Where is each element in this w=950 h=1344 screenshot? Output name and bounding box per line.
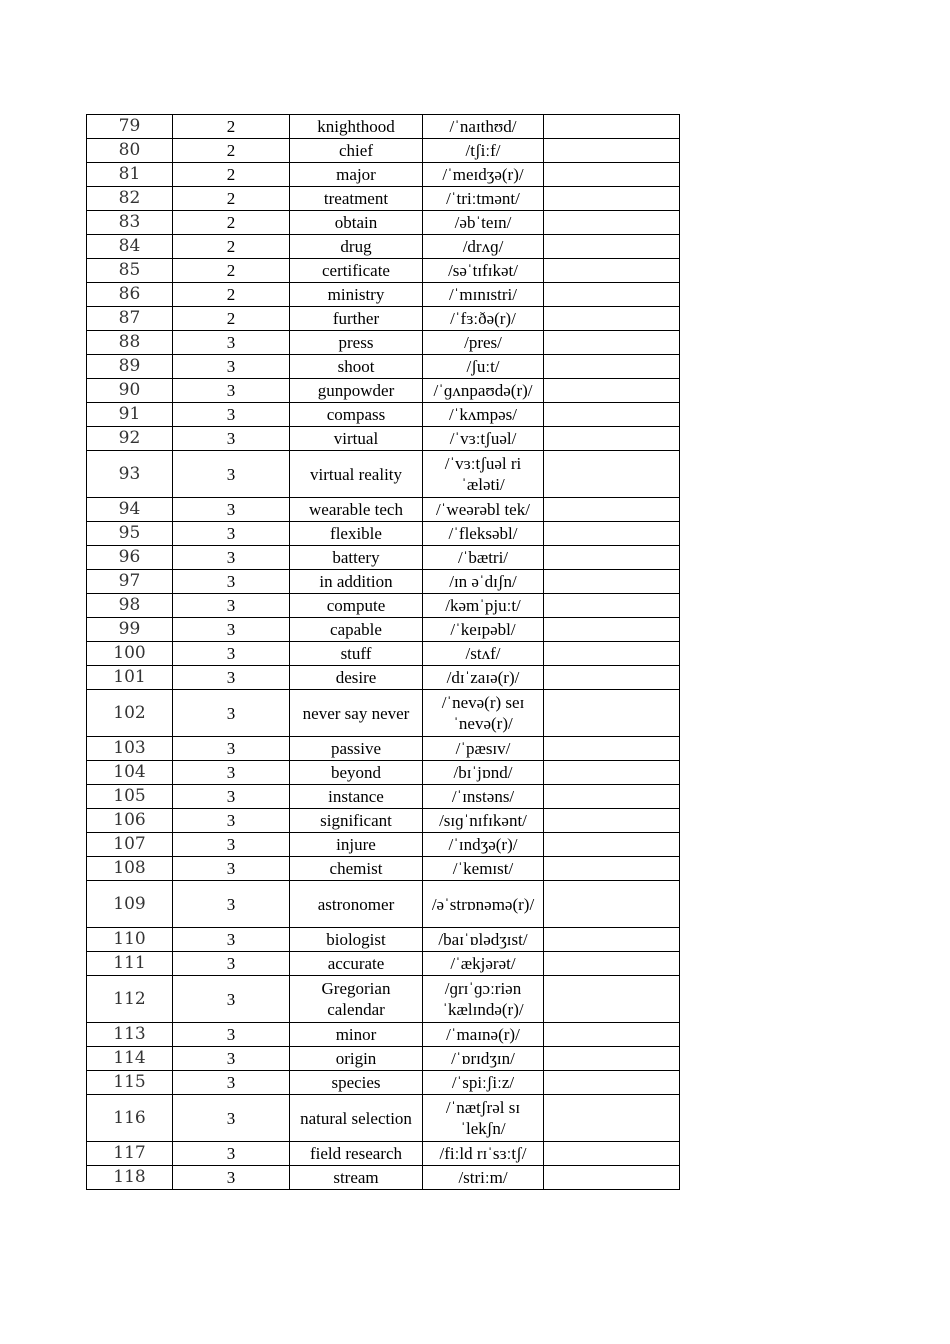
- table-row: [87, 928, 680, 952]
- phonetic-cell: /ˈmaɪnə(r)/: [423, 1023, 544, 1047]
- unit-cell: 3: [173, 594, 290, 618]
- notes-cell: [544, 139, 680, 163]
- word-cell: field research: [290, 1142, 423, 1166]
- row-number-cell: 110: [87, 928, 173, 952]
- word-cell: flexible: [290, 522, 423, 546]
- table-row: [87, 618, 680, 642]
- notes-cell: [544, 976, 680, 1023]
- unit-cell: 3: [173, 1166, 290, 1190]
- notes-cell: [544, 498, 680, 522]
- row-number-cell: 79: [87, 115, 173, 139]
- word-cell: passive: [290, 737, 423, 761]
- word-cell: major: [290, 163, 423, 187]
- word-cell: in addition: [290, 570, 423, 594]
- unit-cell: 3: [173, 403, 290, 427]
- phonetic-cell: /ˈpæsɪv/: [423, 737, 544, 761]
- row-number-cell: 118: [87, 1166, 173, 1190]
- row-number-cell: 83: [87, 211, 173, 235]
- notes-cell: [544, 1166, 680, 1190]
- word-cell: shoot: [290, 355, 423, 379]
- notes-cell: [544, 259, 680, 283]
- notes-cell: [544, 737, 680, 761]
- word-cell: beyond: [290, 761, 423, 785]
- phonetic-cell: /tʃiːf/: [423, 139, 544, 163]
- phonetic-cell: /drʌɡ/: [423, 235, 544, 259]
- unit-cell: 3: [173, 427, 290, 451]
- phonetic-cell: /ˈmɪnɪstri/: [423, 283, 544, 307]
- notes-cell: [544, 379, 680, 403]
- phonetic-cell: /ˈækjərət/: [423, 952, 544, 976]
- row-number-cell: 98: [87, 594, 173, 618]
- unit-cell: 3: [173, 1095, 290, 1142]
- notes-cell: [544, 451, 680, 498]
- word-cell: battery: [290, 546, 423, 570]
- row-number-cell: 86: [87, 283, 173, 307]
- row-number-cell: 113: [87, 1023, 173, 1047]
- row-number-cell: 107: [87, 833, 173, 857]
- notes-cell: [544, 570, 680, 594]
- word-cell: stuff: [290, 642, 423, 666]
- row-number-cell: 108: [87, 857, 173, 881]
- unit-cell: 3: [173, 642, 290, 666]
- table-row: [87, 1047, 680, 1071]
- row-number-cell: 115: [87, 1071, 173, 1095]
- notes-cell: [544, 522, 680, 546]
- unit-cell: 3: [173, 379, 290, 403]
- row-number-cell: 111: [87, 952, 173, 976]
- word-cell: knighthood: [290, 115, 423, 139]
- phonetic-cell: /ˈspiːʃiːz/: [423, 1071, 544, 1095]
- unit-cell: 3: [173, 690, 290, 737]
- unit-cell: 3: [173, 570, 290, 594]
- notes-cell: [544, 833, 680, 857]
- table-row: [87, 1142, 680, 1166]
- unit-cell: 2: [173, 115, 290, 139]
- table-row: [87, 785, 680, 809]
- phonetic-cell: /ˈtriːtmənt/: [423, 187, 544, 211]
- word-cell: certificate: [290, 259, 423, 283]
- word-cell: accurate: [290, 952, 423, 976]
- unit-cell: 2: [173, 163, 290, 187]
- unit-cell: 2: [173, 235, 290, 259]
- table-row: [87, 737, 680, 761]
- unit-cell: 3: [173, 498, 290, 522]
- row-number-cell: 91: [87, 403, 173, 427]
- word-cell: ministry: [290, 283, 423, 307]
- unit-cell: 3: [173, 785, 290, 809]
- notes-cell: [544, 642, 680, 666]
- phonetic-cell: /əbˈteɪn/: [423, 211, 544, 235]
- table-row: [87, 379, 680, 403]
- table-row: [87, 809, 680, 833]
- phonetic-cell: /ˈbætri/: [423, 546, 544, 570]
- word-cell: chemist: [290, 857, 423, 881]
- phonetic-cell: /ˈɪnstəns/: [423, 785, 544, 809]
- phonetic-cell: /ˈmeɪdʒə(r)/: [423, 163, 544, 187]
- row-number-cell: 81: [87, 163, 173, 187]
- word-cell: chief: [290, 139, 423, 163]
- word-cell: virtual: [290, 427, 423, 451]
- row-number-cell: 89: [87, 355, 173, 379]
- phonetic-cell: /ˈkemɪst/: [423, 857, 544, 881]
- table-row: [87, 259, 680, 283]
- word-cell: desire: [290, 666, 423, 690]
- row-number-cell: 99: [87, 618, 173, 642]
- notes-cell: [544, 163, 680, 187]
- table-row: [87, 307, 680, 331]
- phonetic-cell: /striːm/: [423, 1166, 544, 1190]
- word-cell: astronomer: [290, 881, 423, 928]
- word-cell: gunpowder: [290, 379, 423, 403]
- row-number-cell: 94: [87, 498, 173, 522]
- phonetic-cell: /ˈfɜːðə(r)/: [423, 307, 544, 331]
- phonetic-cell: /ˈnaɪthʊd/: [423, 115, 544, 139]
- row-number-cell: 97: [87, 570, 173, 594]
- table-row: [87, 163, 680, 187]
- unit-cell: 3: [173, 881, 290, 928]
- unit-cell: 2: [173, 211, 290, 235]
- phonetic-cell: /ˈɪndʒə(r)/: [423, 833, 544, 857]
- unit-cell: 2: [173, 187, 290, 211]
- notes-cell: [544, 1023, 680, 1047]
- table-row: [87, 1095, 680, 1142]
- unit-cell: 2: [173, 139, 290, 163]
- unit-cell: 3: [173, 451, 290, 498]
- vocabulary-table-body: [87, 115, 680, 1190]
- word-cell: Gregorian calendar: [290, 976, 423, 1023]
- word-cell: minor: [290, 1023, 423, 1047]
- notes-cell: [544, 546, 680, 570]
- word-cell: injure: [290, 833, 423, 857]
- table-row: [87, 283, 680, 307]
- row-number-cell: 116: [87, 1095, 173, 1142]
- phonetic-cell: /ɪn əˈdɪʃn/: [423, 570, 544, 594]
- notes-cell: [544, 403, 680, 427]
- unit-cell: 3: [173, 761, 290, 785]
- notes-cell: [544, 1047, 680, 1071]
- unit-cell: 2: [173, 259, 290, 283]
- notes-cell: [544, 115, 680, 139]
- notes-cell: [544, 235, 680, 259]
- notes-cell: [544, 187, 680, 211]
- phonetic-cell: /ˈweərəbl tek/: [423, 498, 544, 522]
- row-number-cell: 87: [87, 307, 173, 331]
- unit-cell: 2: [173, 307, 290, 331]
- unit-cell: 3: [173, 1023, 290, 1047]
- word-cell: treatment: [290, 187, 423, 211]
- row-number-cell: 101: [87, 666, 173, 690]
- unit-cell: 3: [173, 1142, 290, 1166]
- row-number-cell: 96: [87, 546, 173, 570]
- unit-cell: 3: [173, 857, 290, 881]
- word-cell: stream: [290, 1166, 423, 1190]
- row-number-cell: 114: [87, 1047, 173, 1071]
- row-number-cell: 93: [87, 451, 173, 498]
- word-cell: compass: [290, 403, 423, 427]
- row-number-cell: 85: [87, 259, 173, 283]
- phonetic-cell: /bɪˈjɒnd/: [423, 761, 544, 785]
- notes-cell: [544, 1095, 680, 1142]
- table-row: [87, 427, 680, 451]
- unit-cell: 3: [173, 1071, 290, 1095]
- table-row: [87, 187, 680, 211]
- notes-cell: [544, 427, 680, 451]
- phonetic-cell: /kəmˈpjuːt/: [423, 594, 544, 618]
- table-row: [87, 1071, 680, 1095]
- row-number-cell: 84: [87, 235, 173, 259]
- row-number-cell: 102: [87, 690, 173, 737]
- phonetic-cell: /baɪˈɒlədʒɪst/: [423, 928, 544, 952]
- word-cell: compute: [290, 594, 423, 618]
- notes-cell: [544, 211, 680, 235]
- row-number-cell: 95: [87, 522, 173, 546]
- table-row: [87, 666, 680, 690]
- word-cell: origin: [290, 1047, 423, 1071]
- row-number-cell: 92: [87, 427, 173, 451]
- word-cell: press: [290, 331, 423, 355]
- notes-cell: [544, 307, 680, 331]
- phonetic-cell: /ˈɒrɪdʒɪn/: [423, 1047, 544, 1071]
- unit-cell: 3: [173, 976, 290, 1023]
- notes-cell: [544, 1142, 680, 1166]
- word-cell: biologist: [290, 928, 423, 952]
- notes-cell: [544, 690, 680, 737]
- table-row: [87, 570, 680, 594]
- notes-cell: [544, 952, 680, 976]
- unit-cell: 3: [173, 952, 290, 976]
- notes-cell: [544, 618, 680, 642]
- phonetic-cell: /ˈnætʃrəl sɪ ˈlekʃn/: [423, 1095, 544, 1142]
- word-cell: significant: [290, 809, 423, 833]
- row-number-cell: 117: [87, 1142, 173, 1166]
- table-row: [87, 451, 680, 498]
- notes-cell: [544, 355, 680, 379]
- phonetic-cell: /pres/: [423, 331, 544, 355]
- table-row: [87, 952, 680, 976]
- unit-cell: 2: [173, 283, 290, 307]
- table-row: [87, 1166, 680, 1190]
- unit-cell: 3: [173, 928, 290, 952]
- table-row: [87, 498, 680, 522]
- notes-cell: [544, 666, 680, 690]
- vocabulary-table: [86, 114, 680, 1190]
- table-row: [87, 235, 680, 259]
- row-number-cell: 104: [87, 761, 173, 785]
- phonetic-cell: /ɡrɪˈɡɔːriən ˈkælɪndə(r)/: [423, 976, 544, 1023]
- phonetic-cell: /ˈkeɪpəbl/: [423, 618, 544, 642]
- table-row: [87, 690, 680, 737]
- phonetic-cell: /ˈɡʌnpaʊdə(r)/: [423, 379, 544, 403]
- phonetic-cell: /ˈkʌmpəs/: [423, 403, 544, 427]
- table-row: [87, 139, 680, 163]
- word-cell: never say never: [290, 690, 423, 737]
- phonetic-cell: /ˈnevə(r) seɪ ˈnevə(r)/: [423, 690, 544, 737]
- phonetic-cell: /ˈfleksəbl/: [423, 522, 544, 546]
- unit-cell: 3: [173, 666, 290, 690]
- phonetic-cell: /sɪɡˈnɪfɪkənt/: [423, 809, 544, 833]
- unit-cell: 3: [173, 546, 290, 570]
- phonetic-cell: /dɪˈzaɪə(r)/: [423, 666, 544, 690]
- unit-cell: 3: [173, 809, 290, 833]
- phonetic-cell: /ˈvɜːtʃuəl/: [423, 427, 544, 451]
- unit-cell: 3: [173, 331, 290, 355]
- notes-cell: [544, 761, 680, 785]
- word-cell: natural selection: [290, 1095, 423, 1142]
- unit-cell: 3: [173, 737, 290, 761]
- table-row: [87, 881, 680, 928]
- notes-cell: [544, 1071, 680, 1095]
- word-cell: species: [290, 1071, 423, 1095]
- table-row: [87, 1023, 680, 1047]
- row-number-cell: 109: [87, 881, 173, 928]
- phonetic-cell: /səˈtɪfɪkət/: [423, 259, 544, 283]
- table-row: [87, 546, 680, 570]
- table-row: [87, 331, 680, 355]
- row-number-cell: 112: [87, 976, 173, 1023]
- unit-cell: 3: [173, 522, 290, 546]
- notes-cell: [544, 785, 680, 809]
- notes-cell: [544, 594, 680, 618]
- notes-cell: [544, 283, 680, 307]
- unit-cell: 3: [173, 618, 290, 642]
- word-cell: capable: [290, 618, 423, 642]
- table-row: [87, 833, 680, 857]
- table-row: [87, 594, 680, 618]
- row-number-cell: 106: [87, 809, 173, 833]
- notes-cell: [544, 857, 680, 881]
- row-number-cell: 80: [87, 139, 173, 163]
- unit-cell: 3: [173, 355, 290, 379]
- notes-cell: [544, 331, 680, 355]
- row-number-cell: 105: [87, 785, 173, 809]
- word-cell: further: [290, 307, 423, 331]
- phonetic-cell: /ʃuːt/: [423, 355, 544, 379]
- unit-cell: 3: [173, 1047, 290, 1071]
- row-number-cell: 90: [87, 379, 173, 403]
- table-row: [87, 115, 680, 139]
- notes-cell: [544, 928, 680, 952]
- row-number-cell: 82: [87, 187, 173, 211]
- table-row: [87, 761, 680, 785]
- phonetic-cell: /fiːld rɪˈsɜːtʃ/: [423, 1142, 544, 1166]
- table-row: [87, 355, 680, 379]
- table-row: [87, 857, 680, 881]
- table-row: [87, 211, 680, 235]
- word-cell: virtual reality: [290, 451, 423, 498]
- phonetic-cell: /əˈstrɒnəmə(r)/: [423, 881, 544, 928]
- row-number-cell: 100: [87, 642, 173, 666]
- table-row: [87, 403, 680, 427]
- table-row: [87, 522, 680, 546]
- phonetic-cell: /stʌf/: [423, 642, 544, 666]
- unit-cell: 3: [173, 833, 290, 857]
- phonetic-cell: /ˈvɜːtʃuəl ri ˈæləti/: [423, 451, 544, 498]
- row-number-cell: 88: [87, 331, 173, 355]
- word-cell: obtain: [290, 211, 423, 235]
- row-number-cell: 103: [87, 737, 173, 761]
- notes-cell: [544, 809, 680, 833]
- table-row: [87, 976, 680, 1023]
- word-cell: drug: [290, 235, 423, 259]
- word-cell: instance: [290, 785, 423, 809]
- notes-cell: [544, 881, 680, 928]
- table-row: [87, 642, 680, 666]
- word-cell: wearable tech: [290, 498, 423, 522]
